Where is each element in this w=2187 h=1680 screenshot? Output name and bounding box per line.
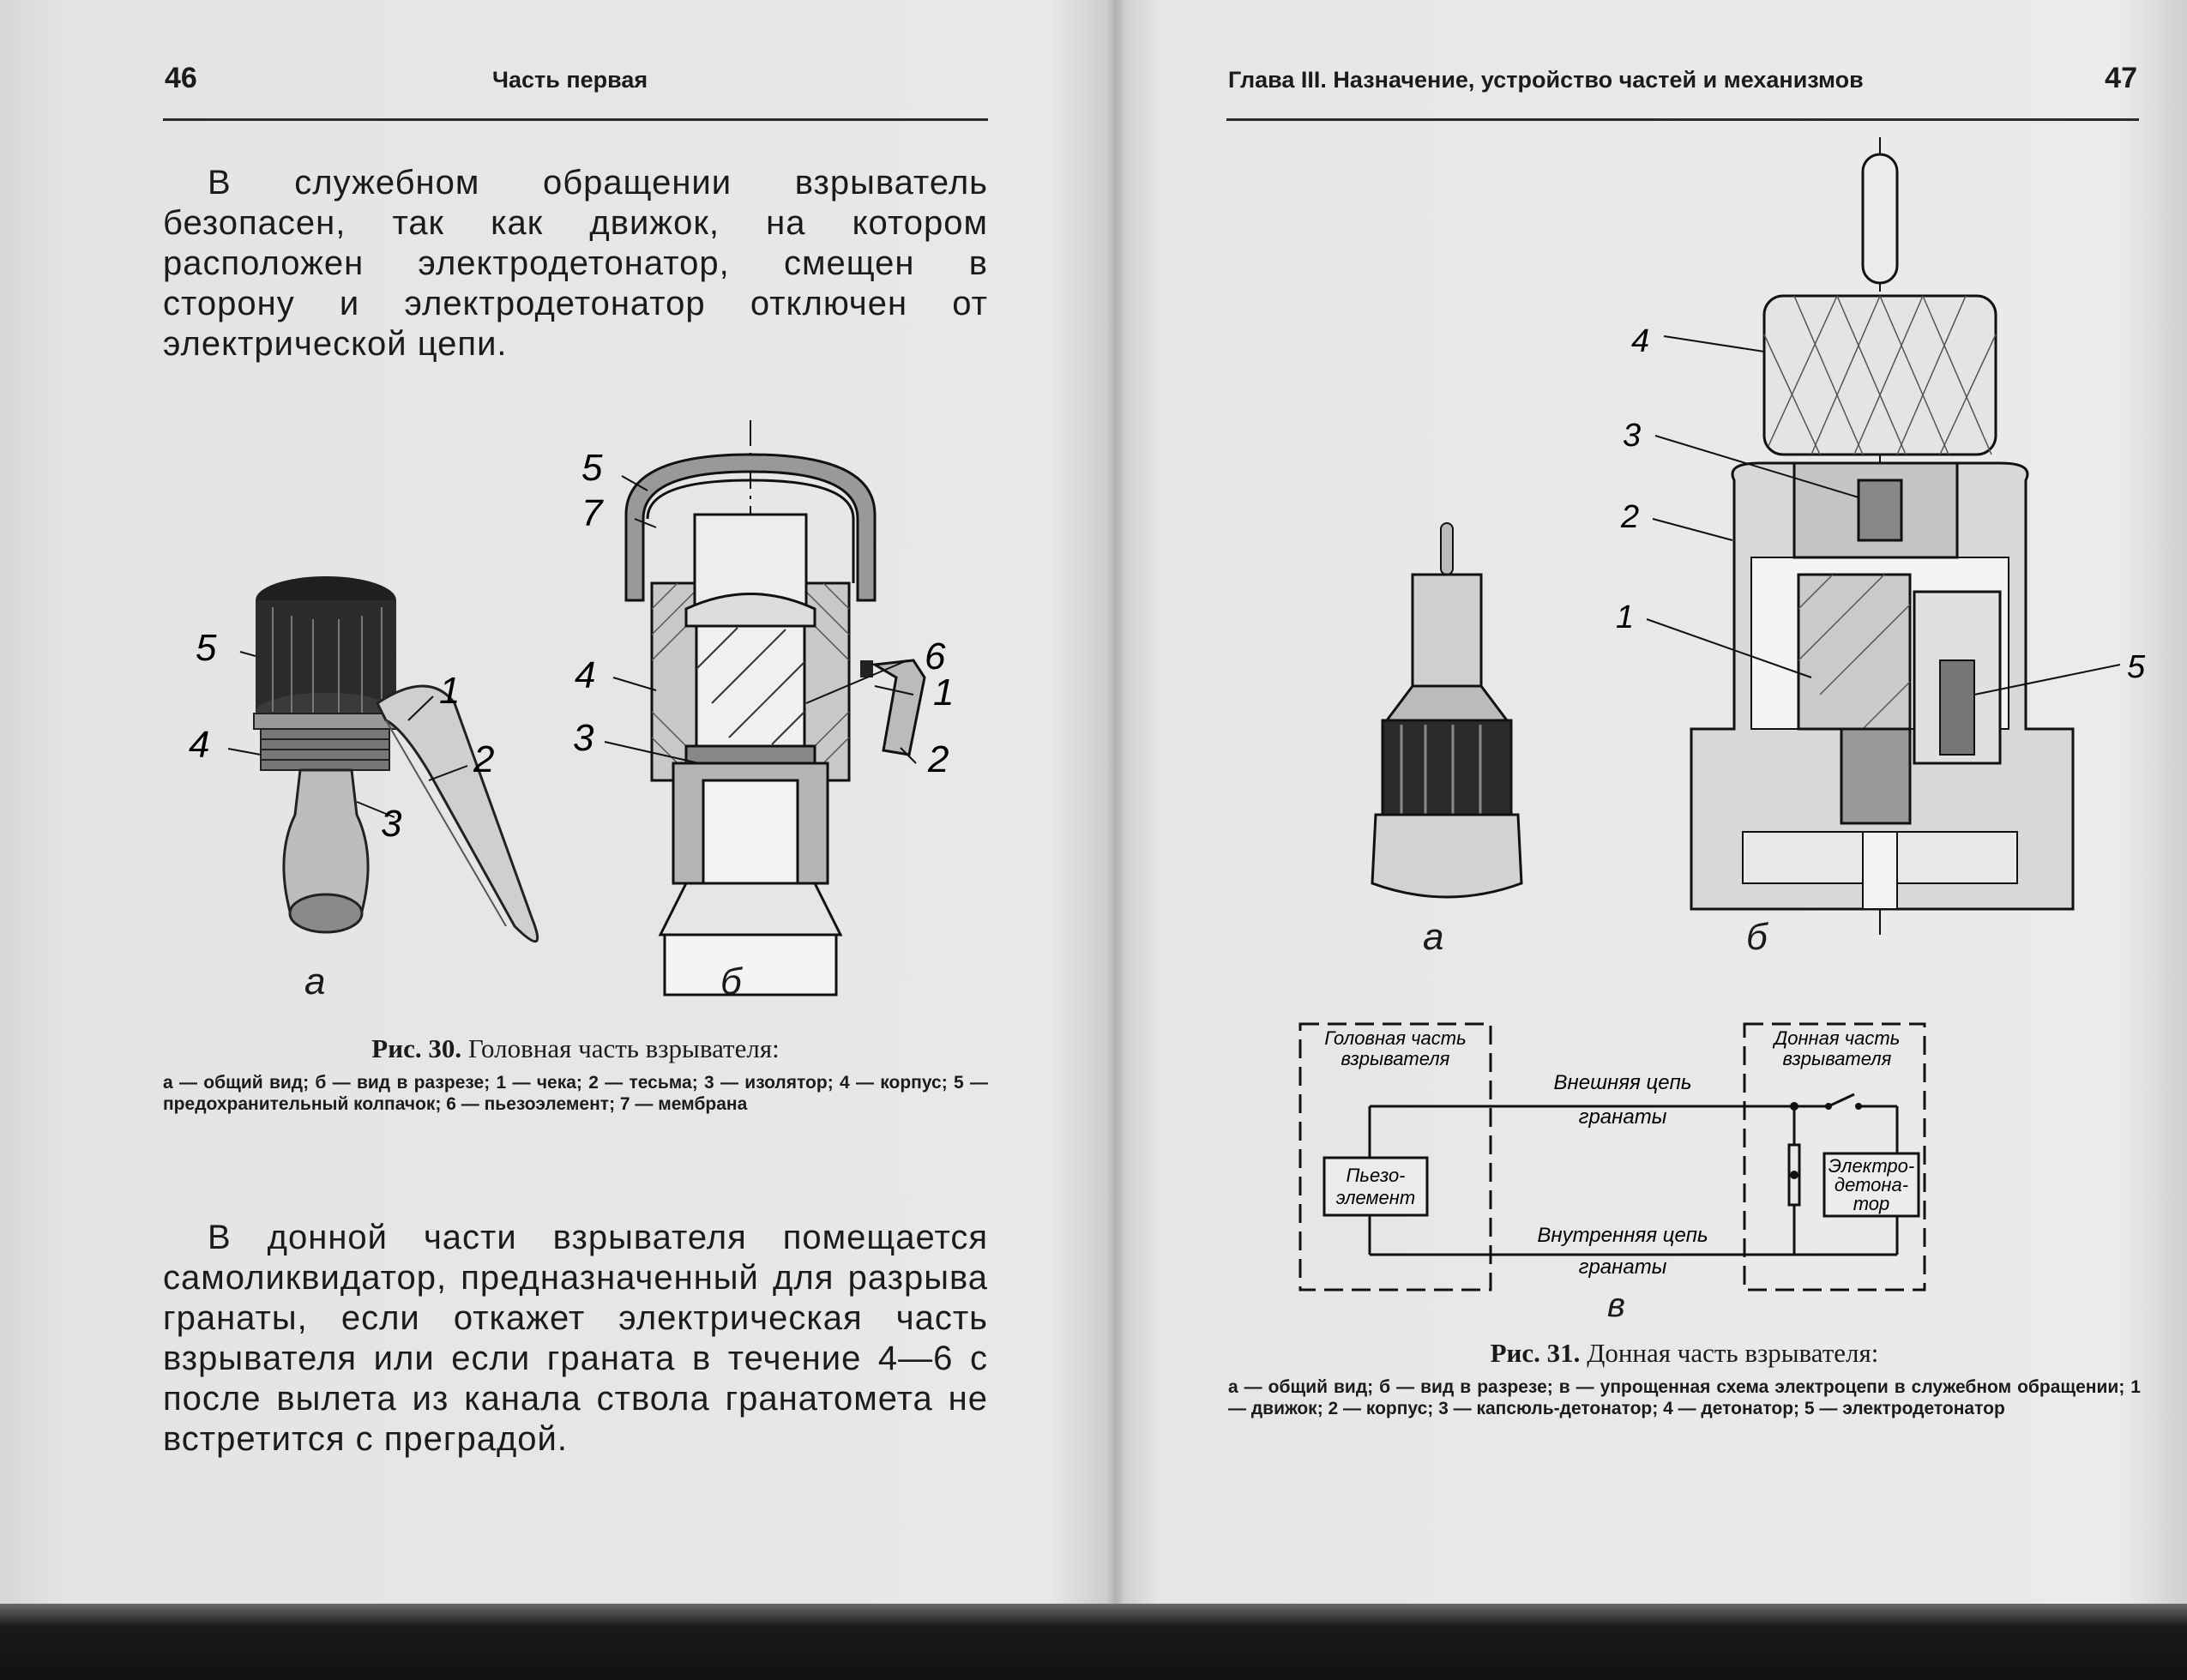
fig30b-callout-4: 4 [575, 654, 596, 696]
fig31b-callout-2: 2 [1621, 499, 1640, 535]
fig30b-callout-6: 6 [925, 635, 946, 677]
figure-31 [1262, 129, 2154, 952]
schema-electrodet-2: детона- [1834, 1174, 1909, 1195]
schema-outer-chain-2: гранаты [1578, 1105, 1667, 1129]
schema-head-title-1: Головная часть [1324, 1027, 1467, 1049]
scanner-bottom-edge [0, 1604, 2187, 1680]
schema-piezo-2: элемент [1335, 1187, 1416, 1208]
schema-electrodet-1: Электро- [1828, 1155, 1915, 1177]
fig30-caption-legend: а — общий вид; б — вид в разрезе; 1 — чека; 2 — тесьма; 3 — изолятор; 4 — корпус; 5 — предохранительный колпачок; 6 — пьезоэлемент; 7 — мембрана [163, 1073, 988, 1114]
fig31b-callout-5: 5 [2127, 649, 2146, 685]
fig30b-callout-5: 5 [581, 447, 603, 489]
fig30b-callout-2: 2 [928, 738, 949, 780]
fig31-view-b [1616, 137, 2146, 935]
left-running-head [165, 62, 988, 110]
fig30a-callout-5: 5 [196, 627, 217, 669]
fig31b-callout-3: 3 [1623, 418, 1642, 454]
fig30-view-a [189, 576, 538, 942]
fig30a-callout-3: 3 [381, 803, 402, 845]
fig31-view-a [1372, 523, 1521, 897]
fig30b-callout-1: 1 [933, 671, 955, 714]
page-number-left: 46 [165, 62, 197, 94]
schema-inner-chain-2: гранаты [1578, 1255, 1667, 1279]
left-paragraph-2: В донной части взрывателя помещается самоликвидатор, предназначенный для разрыва гранаты, если откажет электрическая часть взрывателя или если граната в течение 4—6 с после вылета из канала ствола гранатомета не встретится с преградой. [163, 1219, 988, 1458]
figure-30 [172, 412, 995, 1012]
fig30-view-b [573, 420, 954, 995]
fig30-label-b: б [720, 960, 742, 1003]
schema-bottom-title-1: Донная часть [1774, 1027, 1901, 1049]
right-page [1125, 0, 2187, 1604]
fig30-label-a: а [304, 960, 326, 1003]
schema-outer-chain-1: Внешняя цепь [1553, 1071, 1692, 1094]
fig31-label-b: б [1746, 916, 1768, 958]
fig31b-callout-4: 4 [1631, 323, 1650, 359]
fig31-label-a: а [1423, 916, 1444, 958]
fig30b-callout-7: 7 [581, 492, 603, 534]
left-running-title: Часть первая [492, 67, 648, 93]
fig30a-callout-1: 1 [439, 670, 461, 712]
schema-inner-chain-1: Внутренняя цепь [1537, 1224, 1708, 1247]
right-head-rule [1226, 118, 2139, 121]
schema-piezo-1: Пьезо- [1346, 1165, 1406, 1186]
schema-electrodet-3: тор [1853, 1193, 1890, 1214]
fig31-schema [1297, 1012, 2187, 1295]
right-running-head [1228, 62, 2137, 110]
fig30-caption-title: Рис. 30. Головная часть взрывателя: [371, 1033, 780, 1063]
page-number-right: 47 [2105, 62, 2137, 94]
fig31b-callout-1: 1 [1616, 599, 1635, 635]
fig30b-callout-3: 3 [573, 717, 594, 759]
fig30a-callout-4: 4 [189, 724, 210, 766]
fig31-caption-legend: а — общий вид; б — вид в разрезе; в — упрощенная схема электроцепи в служебном обращении; 1 — движок; 2 — корпус; 3 — капсюль-детонатор; 4 — детонатор; 5 — электродетонатор [1228, 1377, 2141, 1418]
right-running-title: Глава III. Назначение, устройство частей и механизмов [1228, 67, 1864, 93]
book-gutter [1106, 0, 1125, 1604]
fig31-caption-title: Рис. 31. Донная часть взрывателя: [1490, 1338, 1879, 1368]
left-page [0, 0, 1106, 1604]
fig30a-callout-2: 2 [473, 738, 495, 780]
schema-head-title-2: взрывателя [1341, 1048, 1450, 1069]
fig31-label-c: в [1607, 1286, 1625, 1324]
left-head-rule [163, 118, 988, 121]
left-paragraph-1: В служебном обращении взрыватель безопасен, так как движок, на котором расположен электродетонатор, смещен в сторону и электродетонатор отключен от электрической цепи. [163, 164, 988, 363]
schema-bottom-title-2: взрывателя [1782, 1048, 1892, 1069]
